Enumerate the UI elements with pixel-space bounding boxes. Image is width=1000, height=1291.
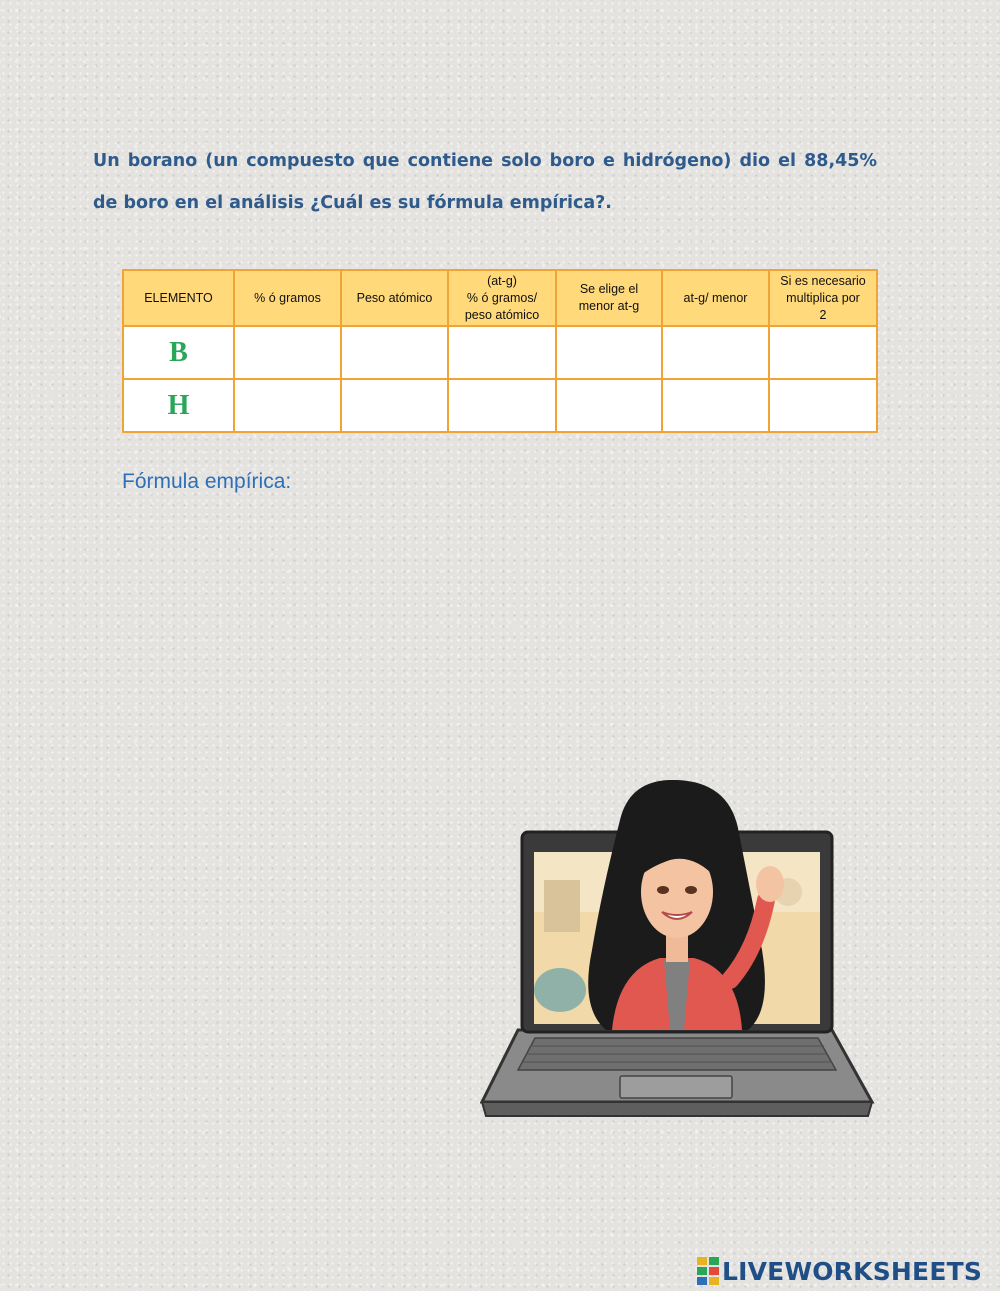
header-line: at-g/ menor: [683, 290, 748, 305]
table-row-boro: [123, 326, 877, 379]
formula-empirica-label: Fórmula empírica:: [122, 470, 292, 493]
answer-input-cell[interactable]: [662, 326, 769, 379]
answer-input-cell[interactable]: [448, 326, 556, 379]
header-elemento: [123, 270, 234, 326]
liveworksheets-logo-icon: [697, 1257, 719, 1285]
answer-input-cell[interactable]: [234, 326, 341, 379]
answer-input-cell[interactable]: [662, 379, 769, 432]
header-line: Peso atómico: [356, 290, 433, 305]
liveworksheets-logo: [697, 1256, 982, 1286]
header-peso-atomico: [341, 270, 448, 326]
header-line: Si es necesario: [780, 273, 866, 288]
answer-input-cell[interactable]: [769, 326, 877, 379]
logo-text: LIVEWORKSHEETS: [722, 1256, 983, 1286]
header-at-g: [448, 270, 556, 326]
answer-input-cell[interactable]: [556, 326, 662, 379]
answer-input-cell[interactable]: [769, 379, 877, 432]
header-line: Se elige el: [579, 282, 639, 296]
waving-hand-shape: [756, 866, 784, 902]
header-at-g-menor: [662, 270, 769, 326]
header-line: multiplica por: [786, 290, 860, 305]
sofa-shape: [534, 968, 586, 1012]
header-multiplica: [769, 270, 877, 326]
header-line: ELEMENTO: [144, 290, 213, 305]
header-menor-at-g: [556, 270, 662, 326]
answer-input-cell[interactable]: [448, 379, 556, 432]
answer-input-cell[interactable]: [341, 379, 448, 432]
laptop-base-edge: [482, 1102, 872, 1116]
shelf-shape: [544, 880, 580, 932]
header-line: (at-g): [487, 273, 517, 288]
header-line: peso atómico: [464, 307, 540, 322]
header-porcentaje-gramos: [234, 270, 341, 326]
left-eye-shape: [657, 886, 669, 894]
header-line: % ó gramos/: [466, 290, 538, 305]
right-eye-shape: [685, 886, 697, 894]
touchpad-shape: [620, 1076, 732, 1098]
header-line: menor at-g: [578, 299, 640, 313]
answer-input-cell[interactable]: [234, 379, 341, 432]
question-text: Un borano (un compuesto que contiene solo boro e hidrógeno) dio el 88,45% de boro en el análisis ¿Cuál es su fórmula empírica?.: [93, 151, 877, 213]
answer-input-cell[interactable]: [341, 326, 448, 379]
element-cell-h: H: [123, 379, 234, 432]
empirical-formula-table: [122, 269, 878, 433]
header-line: 2: [819, 307, 827, 322]
header-line: % ó gramos: [254, 290, 321, 305]
table-row-hidrogeno: [123, 379, 877, 432]
table-header-row: [123, 270, 877, 326]
teacher-avatar-laptop-illustration: [480, 780, 875, 1120]
element-cell-b: B: [123, 326, 234, 379]
answer-input-cell[interactable]: [556, 379, 662, 432]
